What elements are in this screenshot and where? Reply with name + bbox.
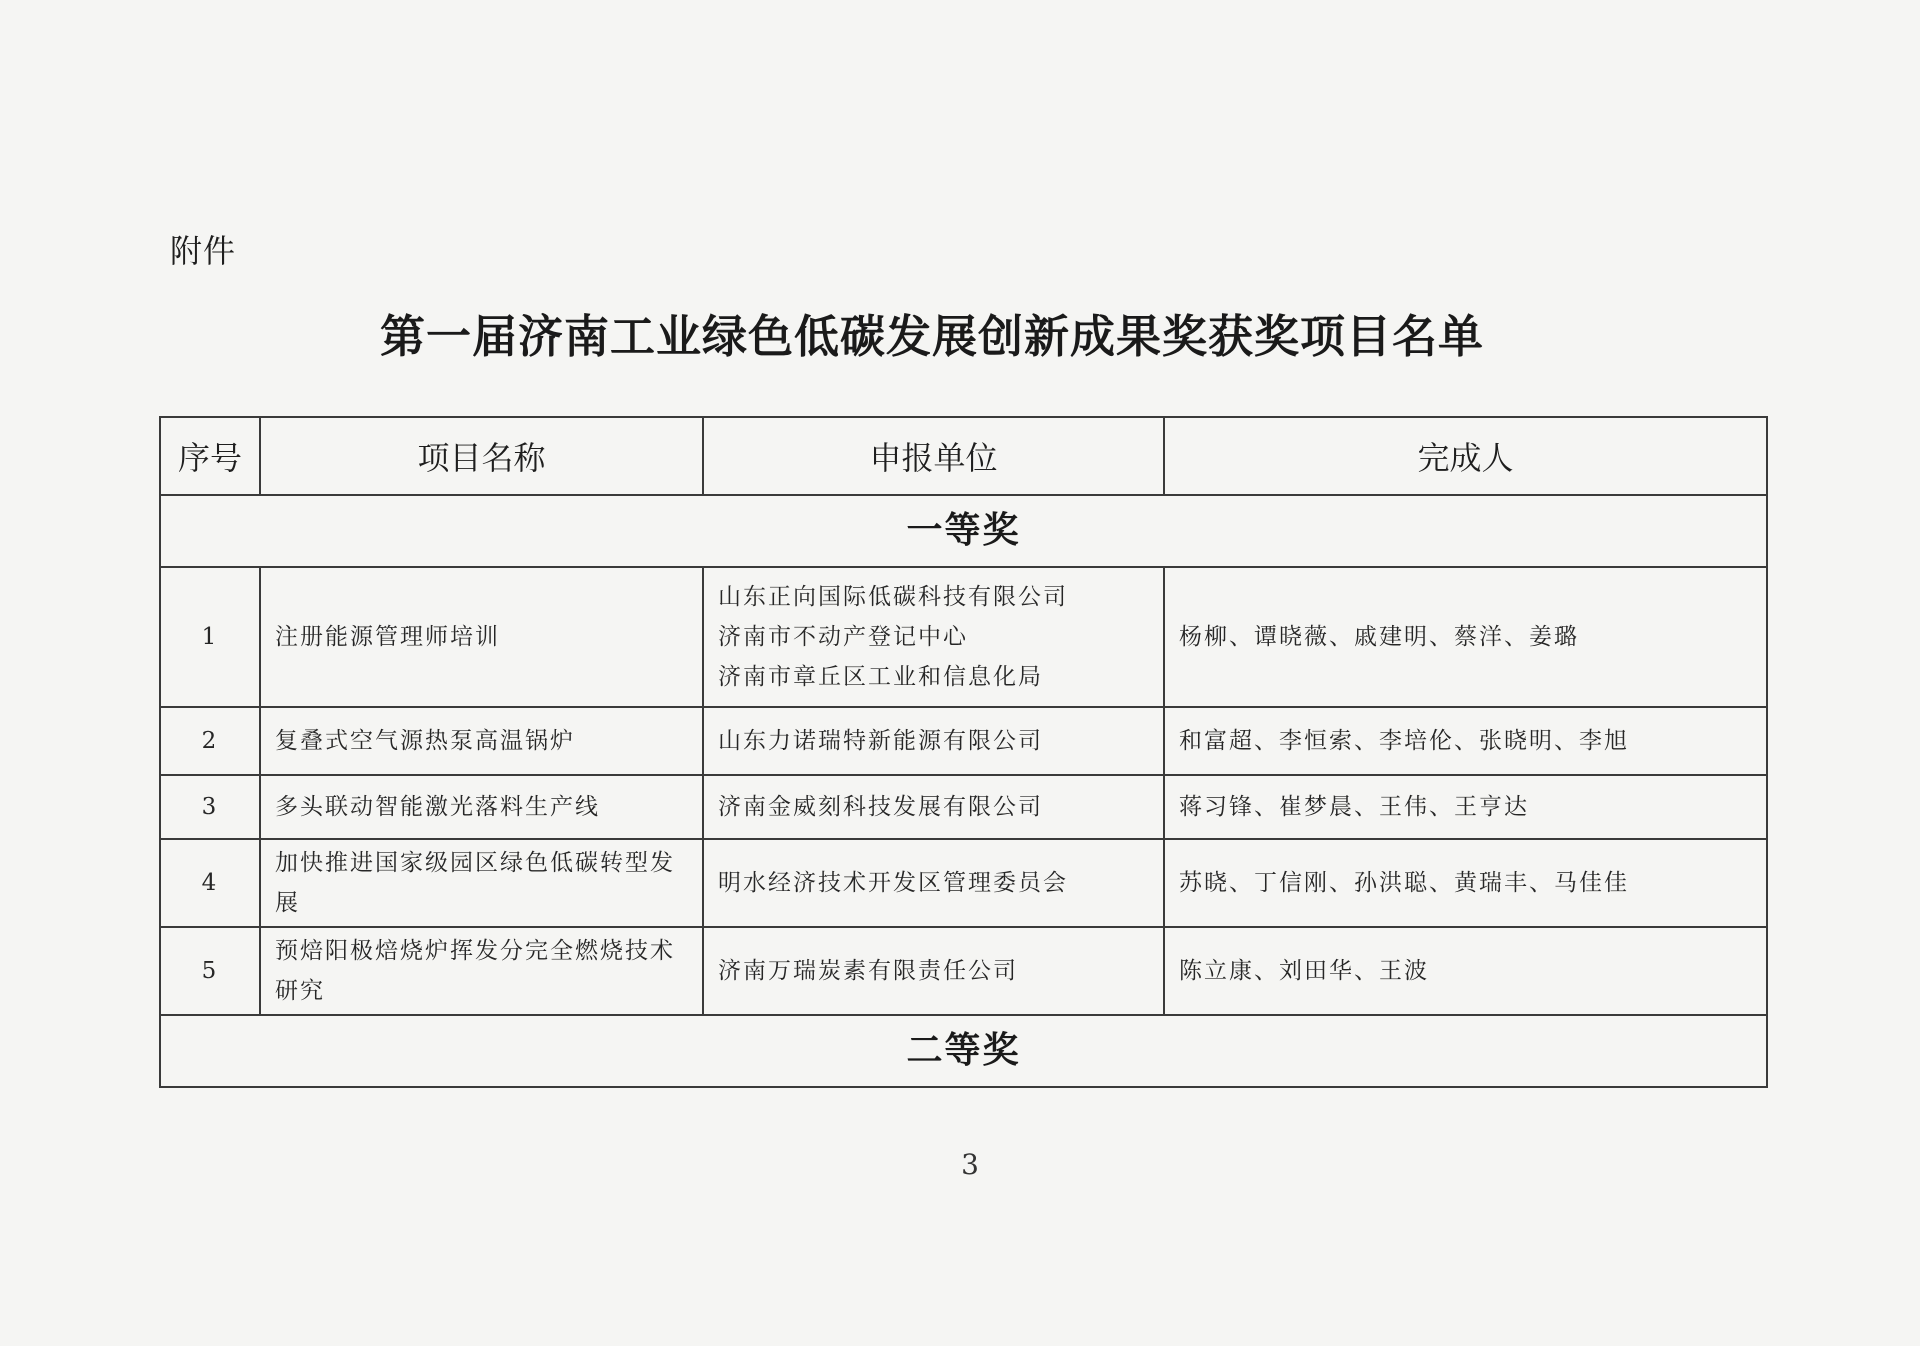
page-number: 3 (961, 1148, 979, 1181)
project-name: 注册能源管理师培训 (260, 567, 703, 707)
completers: 陈立康、刘田华、王波 (1164, 927, 1767, 1015)
row-number: 2 (160, 707, 260, 775)
applicant-unit-line: 济南市章丘区工业和信息化局 (718, 664, 1043, 690)
attachment-label: 附件 (170, 232, 237, 270)
applicant-unit-line: 济南市不动产登记中心 (718, 624, 968, 650)
group-row-second-prize (160, 1015, 1767, 1087)
table-row (160, 567, 1767, 707)
row-number: 1 (160, 567, 260, 707)
project-name: 加快推进国家级园区绿色低碳转型发展 (260, 839, 703, 927)
applicant-unit-line: 山东正向国际低碳科技有限公司 (718, 584, 1068, 610)
group-row-first-prize (160, 495, 1767, 567)
applicant-unit: 济南金威刻科技发展有限公司 (703, 775, 1164, 839)
table-row (160, 839, 1767, 927)
project-name: 预焙阳极焙烧炉挥发分完全燃烧技术研究 (260, 927, 703, 1015)
table-header-row (160, 417, 1767, 495)
award-table (159, 416, 1768, 1088)
applicant-unit (703, 567, 1164, 707)
header-completers: 完成人 (1164, 417, 1767, 495)
completers: 蒋习锋、崔梦晨、王伟、王亨达 (1164, 775, 1767, 839)
applicant-unit: 明水经济技术开发区管理委员会 (703, 839, 1164, 927)
table-row (160, 927, 1767, 1015)
project-name: 复叠式空气源热泵高温锅炉 (260, 707, 703, 775)
table-row (160, 707, 1767, 775)
applicant-unit: 山东力诺瑞特新能源有限公司 (703, 707, 1164, 775)
first-prize-label: 一等奖 (160, 495, 1767, 567)
completers: 和富超、李恒索、李培伦、张晓明、李旭 (1164, 707, 1767, 775)
row-number: 4 (160, 839, 260, 927)
document-title: 第一届济南工业绿色低碳发展创新成果奖获奖项目名单 (380, 310, 1485, 363)
second-prize-label: 二等奖 (160, 1015, 1767, 1087)
table-row (160, 775, 1767, 839)
header-serial-number: 序号 (160, 417, 260, 495)
header-applicant-unit: 申报单位 (703, 417, 1164, 495)
completers: 杨柳、谭晓薇、戚建明、蔡洋、姜璐 (1164, 567, 1767, 707)
row-number: 3 (160, 775, 260, 839)
applicant-unit: 济南万瑞炭素有限责任公司 (703, 927, 1164, 1015)
completers: 苏晓、丁信刚、孙洪聪、黄瑞丰、马佳佳 (1164, 839, 1767, 927)
project-name: 多头联动智能激光落料生产线 (260, 775, 703, 839)
row-number: 5 (160, 927, 260, 1015)
header-project-name: 项目名称 (260, 417, 703, 495)
